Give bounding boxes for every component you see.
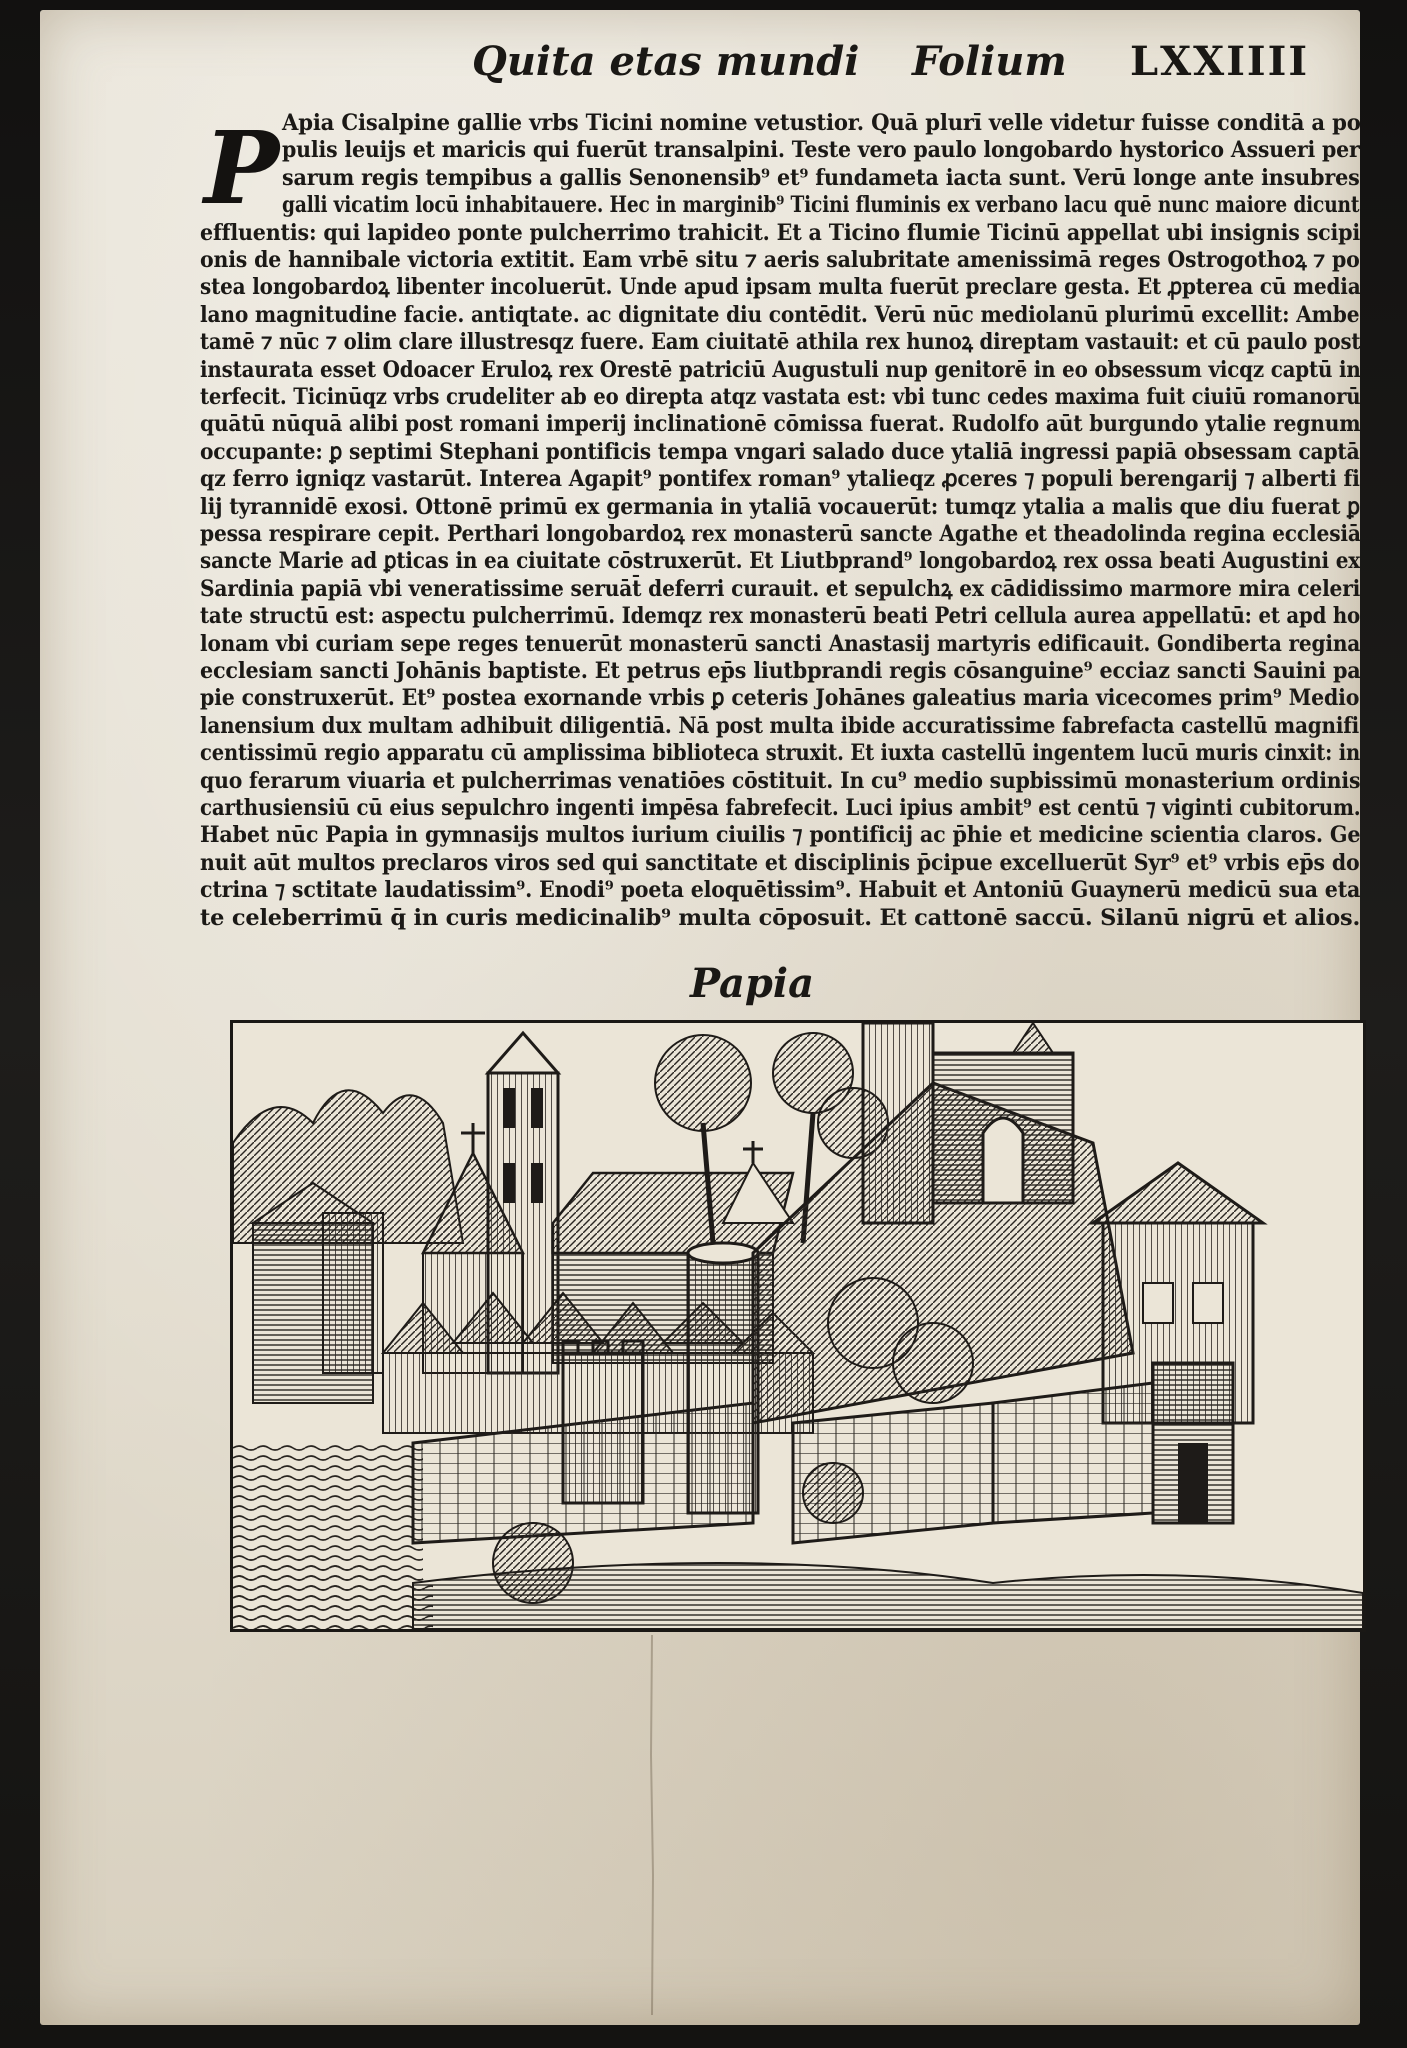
text-line: instaurata esset Odoacer Eruloꝝ rex Orestē patriciū Augustuli nup genitorē in eo obsessum vicqz captū in (200, 356, 1361, 383)
text-line: nuit aūt multos preclaros viros sed qui sanctitate et disciplinis p̄cipue excelluerūt Syr⁹ et⁹ vrbis ep̄s do (200, 849, 1360, 876)
text-line: quo ferarum viuaria et pulcherrimas venatiōes cōstituit. In cu⁹ medio supbissimū monasterium ordinis (200, 767, 1361, 794)
text-line: galli vicatim locū inhabitauere. Hec in marginib⁹ Ticini fluminis ex verbano lacu quē nunc maiore dicunt (282, 192, 1360, 219)
text-line: pie construxerūt. Et⁹ postea exornande vrbis ꝑ ceteris Johānes galeatius maria vicecomes prim⁹ Medio (200, 685, 1360, 712)
text-line: onis de hannibale victoria extitit. Eam vrbē situ ⁊ aeris salubritate amenissimā reges Ostrogothoꝝ ⁊ po (200, 247, 1360, 273)
woodcut-caption: Papia (690, 960, 815, 1007)
text-line: occupante: ꝑ septimi Stephani pontificis tempa vngari salado duce ytaliā ingressi papiā obsessam captā (200, 438, 1360, 465)
text-line: lano magnitudine facie. antiqtate. ac dignitate diu contēdit. Verū nūc mediolanū plurimū excellit: Ambe (200, 301, 1360, 328)
text-line: Apia Cisalpine gallie vrbs Ticini nomine vetustior. Quā plurī velle videtur fuisse conditā a po (282, 110, 1361, 136)
text-line: lonam vbi curiam sepe reges tenuerūt monasterū sancti Anastasij martyris edificauit. Gondiberta regina (200, 630, 1361, 657)
text-line: ctrina ⁊ sctitate laudatissim⁹. Enodi⁹ poeta eloquētissim⁹. Habuit et Antoniū Guaynerū medicū sua eta (200, 877, 1361, 904)
text-line: pulis leuijs et maricis qui fuerūt transalpini. Teste vero paulo longobardo hystorico Assueri per (282, 137, 1360, 164)
decorated-initial: P (204, 109, 280, 227)
text-line: ecclesiam sancti Johānis baptiste. Et petrus ep̄s liutbprandi regis cōsanguine⁹ ecciaz sancti Sauini pa (200, 658, 1361, 684)
header-title: Quita etas mundi (472, 38, 860, 85)
book-page (40, 10, 1360, 2025)
text-line: terfecit. Ticinūqz vrbs crudeliter ab eo direpta atqz vastata est: vbi tunc cedes maxima fuit ciuiū romanorū (200, 384, 1361, 410)
folio-number: LXXIIII (1130, 38, 1310, 85)
text-line: centissimū regio apparatu cū amplissima biblioteca struxit. Et iuxta castellū ingentem lucū muris cinxit: in (200, 740, 1361, 767)
text-line: sancte Marie ad ꝑticas in ea ciuitate cōstruxerūt. Et Liutbprand⁹ longobardoꝝ rex ossa beati Augustini ex (200, 548, 1361, 575)
text-line: te celeberrimū q̄ in curis medicinalib⁹ multa cōposuit. Et cattonē saccū. Silanū nigrū et alios. (200, 904, 1361, 931)
text-line: lij tyrannidē exosi. Ottonē primū ex germania in ytaliā vocauerūt: tumqz ytalia a malis que diu fuerat ꝑ (200, 493, 1360, 520)
text-line: lanensium dux multam adhibuit diligentiā. Nā post multa ibide accuratissime fabrefacta castellū magnifi (200, 712, 1359, 739)
text-line: tamē ⁊ nūc ⁊ olim clare illustresqz fuere. Eam ciuitatē athila rex hunoꝝ direptam vastauit: et cū paulo post (200, 329, 1361, 356)
running-header (40, 38, 1360, 98)
header-folium: Folium (912, 38, 1067, 85)
text-line: quātū nūquā alibi post romani imperij inclinationē cōmissa fuerat. Rudolfo aūt burgundo ytalie regnum (200, 411, 1361, 438)
city-view-image (233, 1023, 1363, 1629)
text-line: Habet nūc Papia in gymnasijs multos iurium ciuilis ⁊ pontificij ac p̄hie et medicine scientia claros. Ge (200, 822, 1361, 849)
text-line: sarum regis tempibus a gallis Senonensib⁹ et⁹ fundameta iacta sunt. Verū longe ante insubres (282, 164, 1360, 191)
text-line: carthusiensiū cū eius sepulchro ingenti impēsa fabrefecit. Luci ipius ambit⁹ est centū ⁊ viginti cubitorum. (200, 795, 1361, 821)
text-line: pessa respirare cepit. Perthari longobardoꝝ rex monasterū sancte Agathe et theadolinda regina ecclesiā (200, 521, 1361, 547)
text-line: stea longobardoꝝ libenter incoluerūt. Unde apud ipsam multa fuerūt preclare gesta. Et ꝓpterea cū media (200, 274, 1361, 301)
main-text-block (200, 110, 1370, 940)
paper-crease (650, 1635, 654, 2015)
text-line: Sardinia papiā vbi veneratissime seruāt̄ deferri curauit. et sepulchꝝ ex cādidissimo marmore mira celeri (200, 575, 1361, 602)
text-line: tate structū est: aspectu pulcherrimū. Idemqz rex monasterū beati Petri cellula aurea appellatū: et apd ho (200, 603, 1361, 630)
woodcut-illustration (230, 1020, 1366, 1632)
text-line: qz ferro igniqz vastarūt. Interea Agapit⁹ pontifex roman⁹ ytalieqz ꝓceres ⁊ populi berengarij ⁊ alberti fi (200, 466, 1360, 493)
text-line: effluentis: qui lapideo ponte pulcherrimo trahicit. Et a Ticino flumie Ticinū appellat ubi insignis scipi (200, 219, 1361, 246)
